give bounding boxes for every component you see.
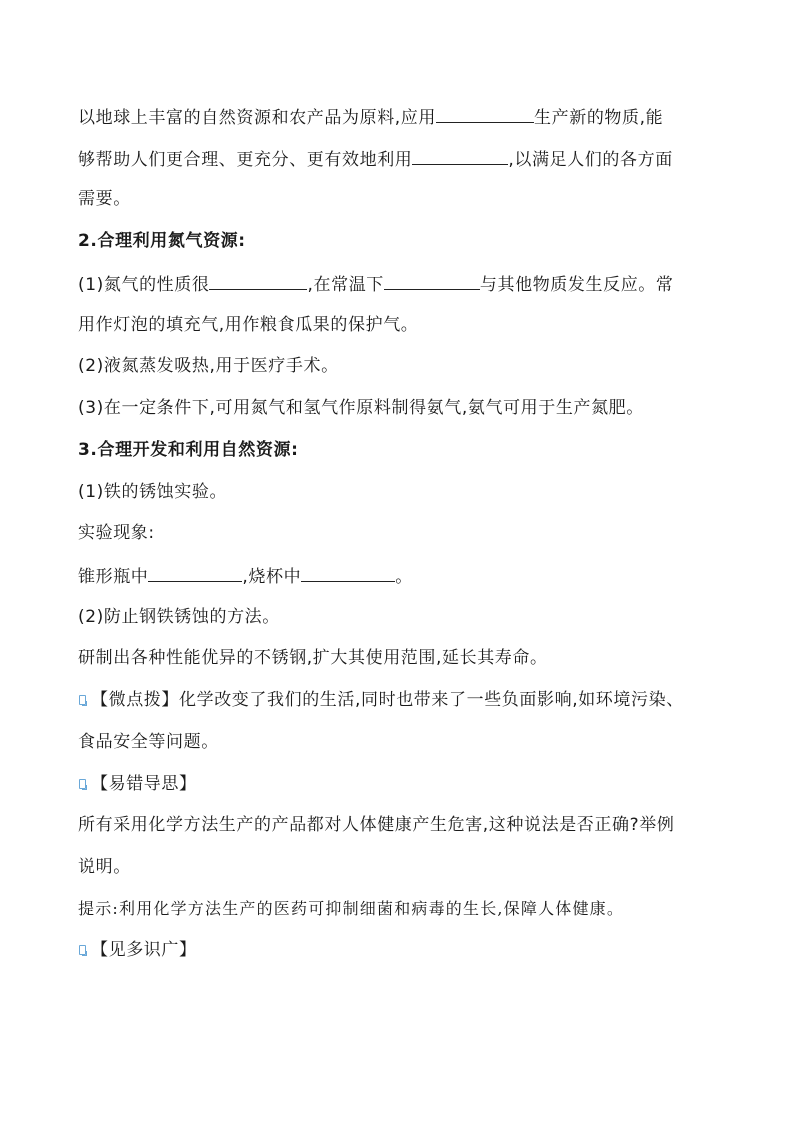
note-marker-icon	[78, 695, 87, 706]
section-2-item-1	[78, 271, 718, 297]
section-3-item-1: (1)铁的锈蚀实验。	[78, 482, 228, 502]
fill-blank	[412, 146, 508, 165]
mistake-label: 【易错导思】	[91, 774, 197, 794]
fill-blank	[148, 563, 242, 582]
tip-line-2: 食品安全等问题。	[78, 732, 219, 752]
item-text: (1)氮气的性质很	[78, 275, 210, 295]
item-text: 与其他物质发生反应。常	[479, 275, 674, 295]
note-marker-icon	[78, 945, 87, 956]
section-3-heading: 3.合理开发和利用自然资源:	[78, 440, 299, 460]
intro-line-1	[78, 104, 718, 130]
tip-line-1	[78, 688, 718, 712]
mistake-question-2: 说明。	[78, 857, 131, 877]
mistake-heading	[78, 772, 718, 796]
fill-blank	[301, 563, 395, 582]
intro-text: 以地球上丰富的自然资源和农产品为原料,应用	[78, 108, 437, 128]
phenomenon-label: 实验现象:	[78, 523, 155, 543]
intro-text: 生产新的物质,能	[534, 108, 664, 128]
section-2-item-2: (2)液氮蒸发吸热,用于医疗手术。	[78, 356, 339, 376]
section-3-item-2: (2)防止钢铁锈蚀的方法。	[78, 607, 280, 627]
item-text: 锥形瓶中	[78, 567, 149, 587]
tip-text: 化学改变了我们的生活,同时也带来了一些负面影响,如环境污染、	[179, 690, 684, 710]
fill-blank	[384, 271, 480, 290]
intro-text: ,以满足人们的各方面	[508, 150, 673, 170]
item-text: ,烧杯中	[242, 567, 302, 587]
more-heading	[78, 938, 718, 962]
fill-blank	[209, 271, 307, 290]
item-text: 。	[395, 567, 413, 587]
section-2-heading: 2.合理利用氮气资源:	[78, 231, 246, 251]
section-2-item-1-cont: 用作灯泡的填充气,用作粮食瓜果的保护气。	[78, 315, 419, 335]
intro-text: 需要。	[78, 189, 131, 209]
observation-line	[78, 563, 718, 589]
intro-text: 够帮助人们更合理、更充分、更有效地利用	[78, 150, 413, 170]
intro-line-2	[78, 146, 718, 172]
mistake-question-1: 所有采用化学方法生产的产品都对人体健康产生危害,这种说法是否正确?举例	[78, 815, 675, 835]
section-2-item-3: (3)在一定条件下,可用氮气和氢气作原料制得氨气,氨气可用于生产氮肥。	[78, 398, 644, 418]
item-text: ,在常温下	[307, 275, 384, 295]
note-marker-icon	[78, 779, 87, 790]
mistake-hint: 提示:利用化学方法生产的医药可抑制细菌和病毒的生长,保障人体健康。	[78, 899, 625, 918]
tip-label: 【微点拨】	[91, 690, 179, 710]
intro-line-3	[78, 187, 718, 211]
section-3-item-2-text: 研制出各种性能优异的不锈钢,扩大其使用范围,延长其寿命。	[78, 648, 548, 668]
fill-blank	[436, 104, 534, 123]
more-label: 【见多识广】	[91, 940, 197, 960]
